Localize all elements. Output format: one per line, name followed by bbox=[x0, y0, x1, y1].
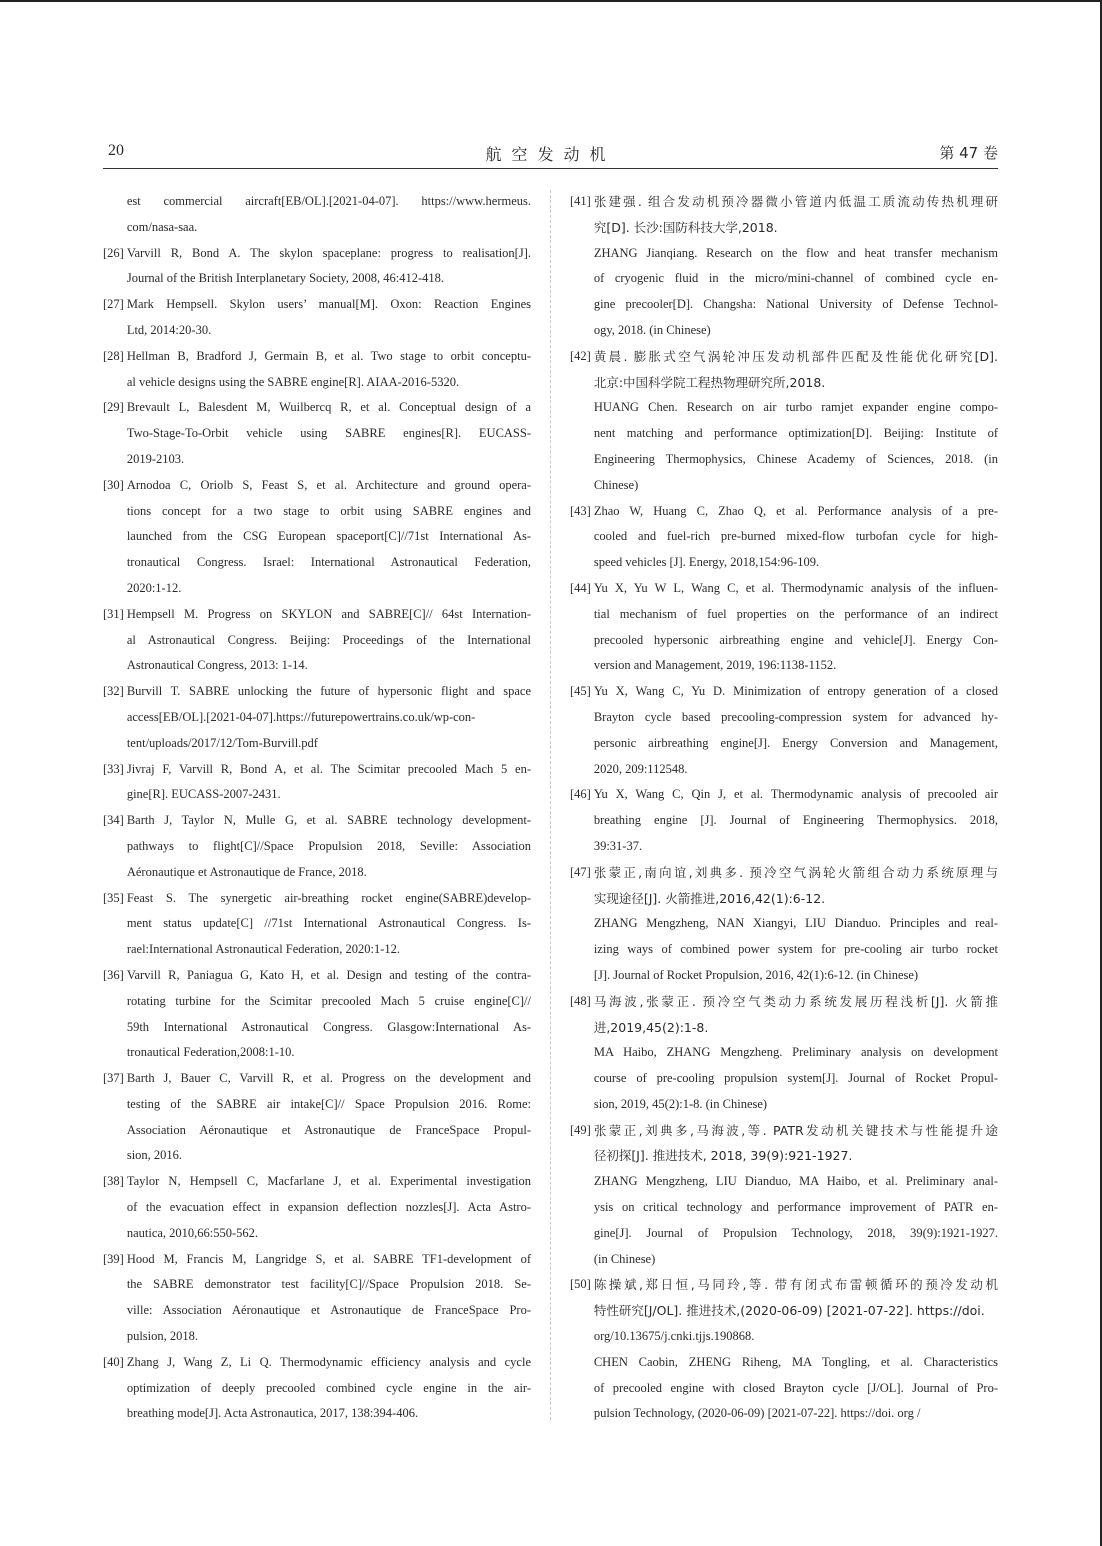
reference-line: course of pre-cooling propulsion system[J]. Journal of Rocket Propul- bbox=[593, 1071, 998, 1086]
reference-line: personic airbreathing engine[J]. Energy Conversion and Management, bbox=[593, 735, 998, 750]
header-rule bbox=[103, 168, 998, 169]
reference-line: access[EB/OL].[2021-04-07].https://futurepowertrains.co.uk/wp-con- bbox=[126, 709, 476, 724]
reference-line: Yu X, Wang C, Yu D. Minimization of entropy generation of a closed bbox=[593, 684, 998, 699]
reference-text bbox=[127, 1247, 531, 1350]
reference-text bbox=[127, 679, 531, 756]
reference-line: nent matching and performance optimization[D]. Beijing: Institute of bbox=[593, 426, 998, 441]
reference-line: Jivraj F, Varvill R, Bond A, et al. The Scimitar precooled Mach 5 en- bbox=[126, 761, 531, 776]
references-right-column bbox=[570, 189, 998, 1427]
reference-line: optimization of deeply precooled combined cycle engine in the air- bbox=[126, 1380, 531, 1395]
reference-line: com/nasa-saa. bbox=[126, 219, 198, 234]
reference-text bbox=[127, 395, 531, 472]
reference-number: [46] bbox=[570, 787, 591, 802]
reference-line: launched from the CSG European spaceport[C]//71st International As- bbox=[126, 529, 531, 544]
reference-line: Yu X, Wang C, Qin J, et al. Thermodynamic analysis of precooled air bbox=[593, 787, 998, 802]
reference-number: [34] bbox=[103, 813, 124, 828]
reference-text bbox=[127, 963, 531, 1066]
reference-line: rael:International Astronautical Federation, 2020:1-12. bbox=[126, 942, 401, 957]
reference-entry bbox=[570, 679, 998, 782]
reference-text bbox=[594, 989, 998, 1118]
page-number: 20 bbox=[108, 142, 124, 159]
reference-number: [28] bbox=[103, 348, 124, 363]
reference-line: of precooled engine with closed Brayton cycle [J/OL]. Journal of Pro- bbox=[593, 1380, 998, 1395]
reference-line: 北京:中国科学院工程热物理研究所,2018. bbox=[593, 374, 826, 390]
reference-number: [38] bbox=[103, 1174, 124, 1189]
reference-entry bbox=[103, 808, 531, 885]
reference-line: Taylor N, Hempsell C, Macfarlane J, et al. Experimental investigation bbox=[126, 1174, 531, 1189]
reference-line: 2020:1-12. bbox=[126, 580, 182, 595]
reference-entry bbox=[570, 576, 998, 679]
reference-text bbox=[127, 602, 531, 679]
reference-entry bbox=[103, 395, 531, 472]
reference-number: [42] bbox=[570, 348, 591, 363]
reference-line: HUANG Chen. Research on air turbo ramjet expander engine compo- bbox=[593, 400, 998, 415]
reference-entry bbox=[103, 757, 531, 809]
reference-number: [50] bbox=[570, 1277, 591, 1292]
reference-entry bbox=[103, 1247, 531, 1350]
reference-entry bbox=[570, 189, 998, 344]
reference-line: breathing engine [J]. Journal of Engineering Thermophysics. 2018, bbox=[593, 813, 998, 828]
reference-text bbox=[594, 499, 998, 576]
reference-line: ysis on critical technology and performance improvement of PATR en- bbox=[593, 1200, 998, 1215]
column-divider bbox=[550, 190, 551, 1420]
reference-line: al vehicle designs using the SABRE engine[R]. AIAA-2016-5320. bbox=[126, 374, 460, 389]
reference-line: Hempsell M. Progress on SKYLON and SABRE[C]// 64st Internation- bbox=[126, 606, 531, 621]
reference-text bbox=[594, 1118, 998, 1273]
reference-entry bbox=[570, 782, 998, 859]
reference-entry bbox=[103, 1169, 531, 1246]
reference-line: 进,2019,45(2):1-8. bbox=[593, 1019, 709, 1035]
reference-number: [27] bbox=[103, 297, 124, 312]
reference-number: [44] bbox=[570, 580, 591, 595]
reference-line: MA Haibo, ZHANG Mengzheng. Preliminary analysis on development bbox=[593, 1045, 998, 1060]
reference-line: Feast S. The synergetic air-breathing rocket engine(SABRE)develop- bbox=[126, 890, 531, 905]
reference-line: Hellman B, Bradford J, Germain B, et al. Two stage to orbit conceptu- bbox=[126, 348, 531, 363]
reference-line: ville: Association Aéronautique et Astronautique de FranceSpace Pro- bbox=[126, 1303, 531, 1318]
reference-line: al Astronautical Congress. Beijing: Proceedings of the International bbox=[126, 632, 531, 647]
reference-line: Zhang J, Wang Z, Li Q. Thermodynamic efficiency analysis and cycle bbox=[126, 1354, 531, 1369]
journal-title: 航空发动机 bbox=[485, 145, 616, 164]
reference-text bbox=[127, 1066, 531, 1169]
reference-number: [40] bbox=[103, 1354, 124, 1369]
reference-entry bbox=[103, 241, 531, 293]
reference-number: [36] bbox=[103, 967, 124, 982]
reference-text bbox=[127, 1169, 531, 1246]
reference-line: ogy, 2018. (in Chinese) bbox=[593, 322, 711, 337]
reference-number: [41] bbox=[570, 194, 591, 208]
reference-entry bbox=[103, 344, 531, 396]
reference-text bbox=[594, 679, 998, 782]
reference-number: [45] bbox=[570, 684, 591, 699]
reference-line: Ltd, 2014:20-30. bbox=[126, 322, 212, 337]
reference-line: tial mechanism of fuel properties on the performance of an indirect bbox=[593, 606, 998, 621]
reference-line: 2020, 209:112548. bbox=[593, 761, 688, 776]
reference-line: Yu X, Yu W L, Wang C, et al. Thermodynamic analysis of the influen- bbox=[593, 580, 998, 595]
reference-entry bbox=[103, 189, 531, 241]
reference-text bbox=[127, 473, 531, 602]
reference-text bbox=[594, 344, 998, 499]
reference-line: the SABRE demonstrator test facility[C]//Space Propulsion 2018. Se- bbox=[126, 1277, 531, 1292]
reference-number: [39] bbox=[103, 1251, 124, 1266]
reference-line: 特性研究[J/OL]. 推进技术,(2020-06-09) [2021-07-22]. https://doi. bbox=[593, 1303, 985, 1319]
reference-text bbox=[594, 1272, 998, 1427]
reference-line: [J]. Journal of Rocket Propulsion, 2016, 42(1):6-12. (in Chinese) bbox=[593, 967, 919, 982]
reference-text bbox=[594, 860, 998, 989]
reference-entry bbox=[103, 473, 531, 602]
reference-line: speed vehicles [J]. Energy, 2018,154:96-109. bbox=[593, 555, 820, 570]
reference-entry bbox=[103, 886, 531, 963]
reference-line: sion, 2019, 45(2):1-8. (in Chinese) bbox=[593, 1096, 768, 1111]
reference-line: 径初探[J]. 推进技术, 2018, 39(9):921-1927. bbox=[593, 1148, 853, 1164]
reference-entry bbox=[103, 292, 531, 344]
reference-line: Varvill R, Bond A. The skylon spaceplane: progress to realisation[J]. bbox=[126, 245, 531, 260]
reference-text bbox=[594, 189, 998, 344]
reference-line: est commercial aircraft[EB/OL].[2021-04-07]. https://www.hermeus. bbox=[126, 194, 531, 208]
reference-line: pulsion, 2018. bbox=[126, 1329, 199, 1344]
reference-line: cooled and fuel-rich pre-burned mixed-flow turbofan cycle for high- bbox=[593, 529, 998, 544]
reference-line: gine[J]. Journal of Propulsion Technology, 2018, 39(9):1921-1927. bbox=[593, 1225, 998, 1240]
reference-line: gine precooler[D]. Changsha: National University of Defense Technol- bbox=[593, 297, 998, 312]
reference-line: pathways to flight[C]//Space Propulsion 2018, Seville: Association bbox=[126, 838, 531, 853]
reference-line: tronautical Federation,2008:1-10. bbox=[126, 1045, 295, 1060]
reference-text bbox=[594, 782, 998, 859]
reference-entry bbox=[570, 989, 998, 1118]
reference-line: Burvill T. SABRE unlocking the future of hypersonic flight and space bbox=[126, 684, 531, 699]
reference-line: Hood M, Francis M, Langridge S, et al. SABRE TF1-development of bbox=[126, 1251, 531, 1266]
reference-line: breathing mode[J]. Acta Astronautica, 2017, 138:394-406. bbox=[126, 1406, 419, 1421]
reference-entry bbox=[103, 602, 531, 679]
reference-line: ZHANG Mengzheng, LIU Dianduo, MA Haibo, et al. Preliminary anal- bbox=[593, 1174, 998, 1189]
reference-number: [37] bbox=[103, 1071, 124, 1086]
reference-number: [32] bbox=[103, 684, 124, 699]
reference-text bbox=[127, 189, 531, 241]
reference-text bbox=[127, 344, 531, 396]
reference-line: Barth J, Taylor N, Mulle G, et al. SABRE technology development- bbox=[126, 813, 531, 828]
reference-line: precooled hypersonic airbreathing engine and vehicle[J]. Energy Con- bbox=[593, 632, 998, 647]
reference-line: Arnodoa C, Oriolb S, Feast S, et al. Architecture and ground opera- bbox=[126, 477, 531, 492]
reference-entry bbox=[570, 1118, 998, 1273]
reference-entry bbox=[570, 344, 998, 499]
reference-entry bbox=[570, 1272, 998, 1427]
reference-number: [33] bbox=[103, 761, 124, 776]
top-border bbox=[0, 0, 1102, 2]
reference-line: ZHANG Mengzheng, NAN Xiangyi, LIU Dianduo. Principles and real- bbox=[593, 916, 998, 931]
reference-line: tions concept for a two stage to orbit using SABRE engines and bbox=[126, 503, 531, 518]
reference-entry bbox=[570, 860, 998, 989]
reference-line: Aéronautique et Astronautique de France, 2018. bbox=[126, 864, 367, 879]
running-header bbox=[103, 140, 998, 168]
reference-number: [48] bbox=[570, 993, 591, 1008]
reference-line: Mark Hempsell. Skylon users’ manual[M]. Oxon: Reaction Engines bbox=[126, 297, 531, 312]
reference-number: [29] bbox=[103, 400, 124, 415]
reference-number: [26] bbox=[103, 245, 124, 260]
reference-line: nautica, 2010,66:550-562. bbox=[126, 1225, 259, 1240]
reference-line: pulsion Technology, (2020-06-09) [2021-07-22]. https://doi. org / bbox=[593, 1406, 921, 1421]
reference-text bbox=[127, 241, 531, 293]
reference-line: 实现途径[J]. 火箭推进,2016,42(1):6-12. bbox=[593, 890, 826, 906]
reference-line: tent/uploads/2017/12/Tom-Burvill.pdf bbox=[126, 735, 318, 750]
reference-text bbox=[127, 757, 531, 809]
reference-entry bbox=[103, 679, 531, 756]
reference-entry bbox=[103, 1350, 531, 1427]
reference-text bbox=[127, 808, 531, 885]
reference-line: (in Chinese) bbox=[593, 1251, 656, 1266]
reference-line: version and Management, 2019, 196:1138-1152. bbox=[593, 658, 837, 673]
reference-entry bbox=[570, 499, 998, 576]
reference-text bbox=[127, 292, 531, 344]
reference-line: Varvill R, Paniagua G, Kato H, et al. Design and testing of the contra- bbox=[126, 967, 531, 982]
reference-line: CHEN Caobin, ZHENG Riheng, MA Tongling, et al. Characteristics bbox=[593, 1354, 998, 1369]
reference-line: testing of the SABRE air intake[C]// Space Propulsion 2016. Rome: bbox=[126, 1096, 531, 1111]
reference-number: [30] bbox=[103, 477, 124, 492]
reference-number: [35] bbox=[103, 890, 124, 905]
reference-line: Astronautical Congress, 2013: 1-14. bbox=[126, 658, 308, 673]
references-left-column bbox=[103, 189, 531, 1427]
reference-entry bbox=[103, 963, 531, 1066]
reference-text bbox=[127, 886, 531, 963]
reference-line: Chinese) bbox=[593, 477, 639, 492]
reference-line: 陈操斌,郑日恒,马同玲,等. 带有闭式布雷顿循环的预冷发动机 bbox=[593, 1277, 998, 1293]
reference-line: org/10.13675/j.cnki.tjjs.190868. bbox=[593, 1329, 755, 1344]
reference-text bbox=[594, 576, 998, 679]
reference-line: Two-Stage-To-Orbit vehicle using SABRE engines[R]. EUCASS- bbox=[126, 426, 531, 441]
reference-line: 马海波,张蒙正. 预冷空气类动力系统发展历程浅析[J]. 火箭推 bbox=[593, 993, 998, 1009]
reference-line: 张建强. 组合发动机预冷器微小管道内低温工质流动传热机理研 bbox=[593, 194, 998, 209]
reference-number: [47] bbox=[570, 864, 591, 879]
reference-line: izing ways of combined power system for pre-cooling air turbo rocket bbox=[593, 942, 998, 957]
reference-line: Barth J, Bauer C, Varvill R, et al. Progress on the development and bbox=[126, 1071, 531, 1086]
reference-line: 黄晨. 膨胀式空气涡轮冲压发动机部件匹配及性能优化研究[D]. bbox=[593, 348, 998, 364]
reference-line: of cryogenic fluid in the micro/mini-channel of combined cycle en- bbox=[593, 271, 998, 286]
reference-number: [43] bbox=[570, 503, 591, 518]
volume-label: 第 47 卷 bbox=[939, 144, 998, 162]
reference-line: ZHANG Jianqiang. Research on the flow and heat transfer mechanism bbox=[593, 245, 998, 260]
reference-text bbox=[127, 1350, 531, 1427]
reference-line: rotating turbine for the Scimitar precooled Mach 5 cruise engine[C]// bbox=[126, 993, 531, 1008]
reference-line: 究[D]. 长沙:国防科技大学,2018. bbox=[593, 219, 778, 235]
reference-line: Zhao W, Huang C, Zhao Q, et al. Performance analysis of a pre- bbox=[593, 503, 998, 518]
reference-line: 39:31-37. bbox=[593, 838, 643, 853]
reference-line: 张蒙正,刘典多,马海波,等. PATR发动机关键技术与性能提升途 bbox=[593, 1122, 998, 1138]
reference-line: sion, 2016. bbox=[126, 1148, 183, 1163]
reference-line: of the evacuation effect in expansion deflection nozzles[J]. Acta Astro- bbox=[126, 1200, 531, 1215]
reference-number: [31] bbox=[103, 606, 124, 621]
reference-line: Association Aéronautique et Astronautique de FranceSpace Propul- bbox=[126, 1122, 531, 1137]
reference-line: Brayton cycle based precooling-compression system for advanced hy- bbox=[593, 709, 998, 724]
reference-line: 张蒙正,南向谊,刘典多. 预冷空气涡轮火箭组合动力系统原理与 bbox=[593, 864, 998, 880]
reference-line: 59th International Astronautical Congress. Glasgow:International As- bbox=[126, 1019, 531, 1034]
reference-line: Brevault L, Balesdent M, Wuilbercq R, et al. Conceptual design of a bbox=[126, 400, 531, 415]
reference-line: Journal of the British Interplanetary Society, 2008, 46:412-418. bbox=[126, 271, 445, 286]
reference-line: ment status update[C] //71st International Astronautical Congress. Is- bbox=[126, 916, 531, 931]
reference-line: gine[R]. EUCASS-2007-2431. bbox=[126, 787, 281, 802]
reference-line: 2019-2103. bbox=[126, 451, 185, 466]
reference-line: Engineering Thermophysics, Chinese Academy of Sciences, 2018. (in bbox=[593, 451, 998, 466]
reference-entry bbox=[103, 1066, 531, 1169]
reference-number: [49] bbox=[570, 1122, 591, 1137]
reference-line: tronautical Congress. Israel: International Astronautical Federation, bbox=[126, 555, 531, 570]
